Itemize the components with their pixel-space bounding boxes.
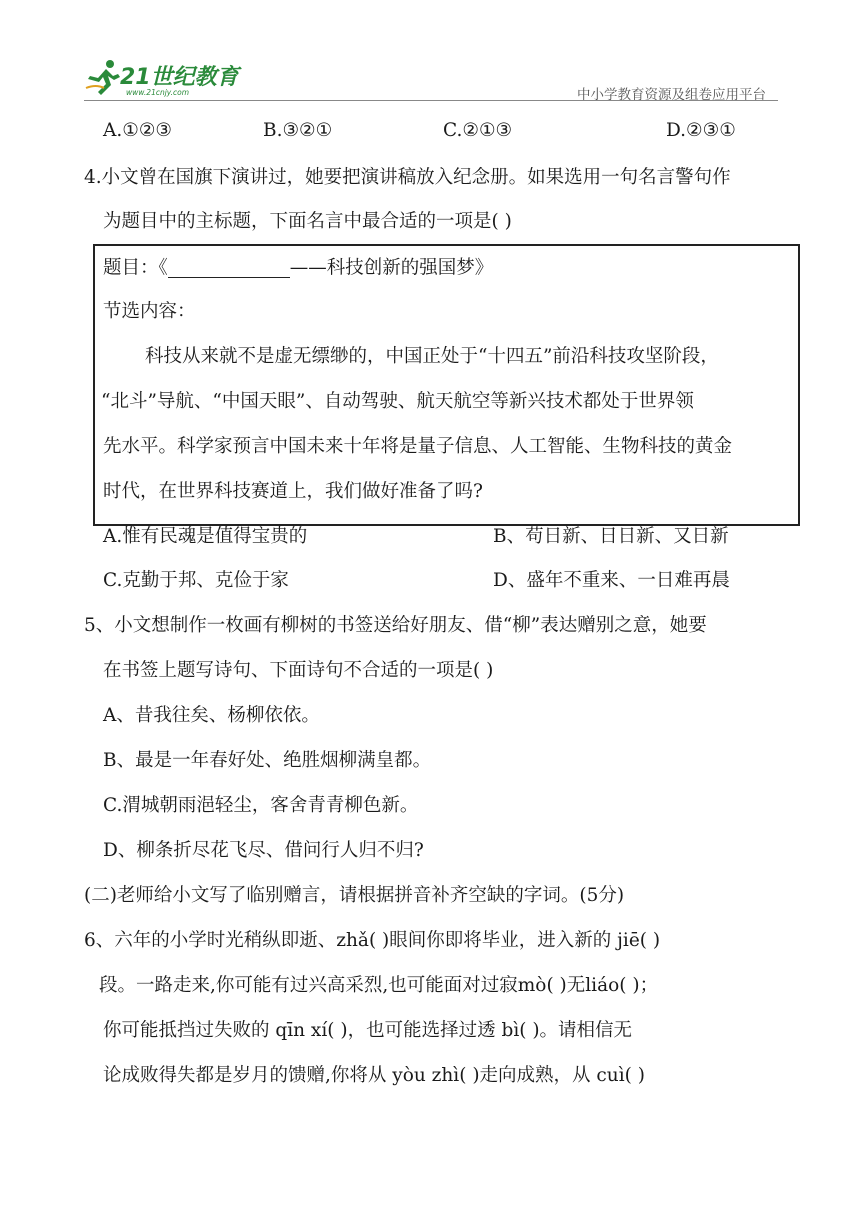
q4-option-a: A.惟有民魂是值得宝贵的 bbox=[103, 526, 308, 547]
q6-line: 论成败得失都是岁月的馈赠,你将从 yòu zhì( )走向成熟，从 cuì( ) bbox=[103, 1065, 645, 1086]
q4-option-b: B、苟日新、日日新、又日新 bbox=[493, 526, 729, 547]
q5-stem-line2: 在书签上题写诗句、下面诗句不合适的一项是( ) bbox=[103, 660, 494, 681]
excerpt-title-prefix: 题目：《 bbox=[103, 257, 168, 279]
section-heading: (二)老师给小文写了临别赠言，请根据拼音补齐空缺的字词。(5分) bbox=[84, 885, 625, 906]
running-figure-icon bbox=[84, 58, 124, 98]
excerpt-label: 节选内容： bbox=[103, 301, 196, 322]
q5-option-c: C.渭城朝雨浥轻尘，客舍青青柳色新。 bbox=[103, 795, 419, 816]
excerpt-line: “北斗”导航、“中国天眼”、自动驾驶、航天航空等新兴技术都处于世界领 bbox=[101, 391, 694, 412]
q6-line: 6、六年的小学时光稍纵即逝、zhǎ( )眼间你即将毕业，进入新的 jiē( ) bbox=[84, 930, 661, 951]
excerpt-line: 科技从来就不是虚无缥缈的，中国正处于“十四五”前沿科技攻坚阶段， bbox=[145, 346, 719, 367]
q5-option-b: B、最是一年春好处、绝胜烟柳满皇都。 bbox=[103, 750, 432, 771]
q4-option-c: C.克勤于邦、克俭于家 bbox=[103, 570, 289, 591]
q6-line: 段。一路走来,你可能有过兴高采烈,也可能面对过寂mò( )无liáo( )； bbox=[99, 975, 659, 996]
q4-stem-line2: 为题目中的主标题，下面名言中最合适的一项是( ) bbox=[103, 211, 512, 232]
excerpt-title bbox=[103, 259, 493, 278]
q6-line: 你可能抵挡过失败的 qīn xí( )，也可能选择过透 bì( )。请相信无 bbox=[103, 1020, 633, 1041]
q3-option-a: A.①②③ bbox=[103, 120, 172, 141]
q3-option-c: C.②①③ bbox=[443, 120, 513, 141]
q4-option-d: D、盛年不重来、一日难再晨 bbox=[493, 570, 730, 591]
q3-option-d: D.②③① bbox=[666, 120, 736, 141]
header-divider bbox=[84, 100, 778, 101]
q3-option-b: B.③②① bbox=[263, 120, 333, 141]
excerpt-line: 先水平。科学家预言中国未来十年将是量子信息、人工智能、生物科技的黄金 bbox=[103, 436, 733, 457]
header-tagline: 中小学教育资源及组卷应用平台 bbox=[577, 87, 766, 103]
site-logo bbox=[84, 54, 244, 100]
title-blank bbox=[168, 259, 290, 278]
logo-text: 21世纪教育 bbox=[120, 65, 239, 90]
q5-option-a: A、昔我往矣、杨柳依依。 bbox=[103, 705, 320, 726]
q5-stem-line1: 5、小文想制作一枚画有柳树的书签送给好朋友、借“柳”表达赠别之意，她要 bbox=[84, 615, 707, 636]
excerpt-title-suffix: ——科技创新的强国梦》 bbox=[289, 257, 494, 279]
q4-stem-line1: 4.小文曾在国旗下演讲过，她要把演讲稿放入纪念册。如果选用一句名言警句作 bbox=[84, 167, 731, 188]
logo-url: www.21cnjy.com bbox=[126, 88, 190, 97]
excerpt-line: 时代，在世界科技赛道上，我们做好准备了吗? bbox=[103, 481, 483, 502]
q5-option-d: D、柳条折尽花飞尽、借问行人归不归? bbox=[103, 840, 424, 861]
